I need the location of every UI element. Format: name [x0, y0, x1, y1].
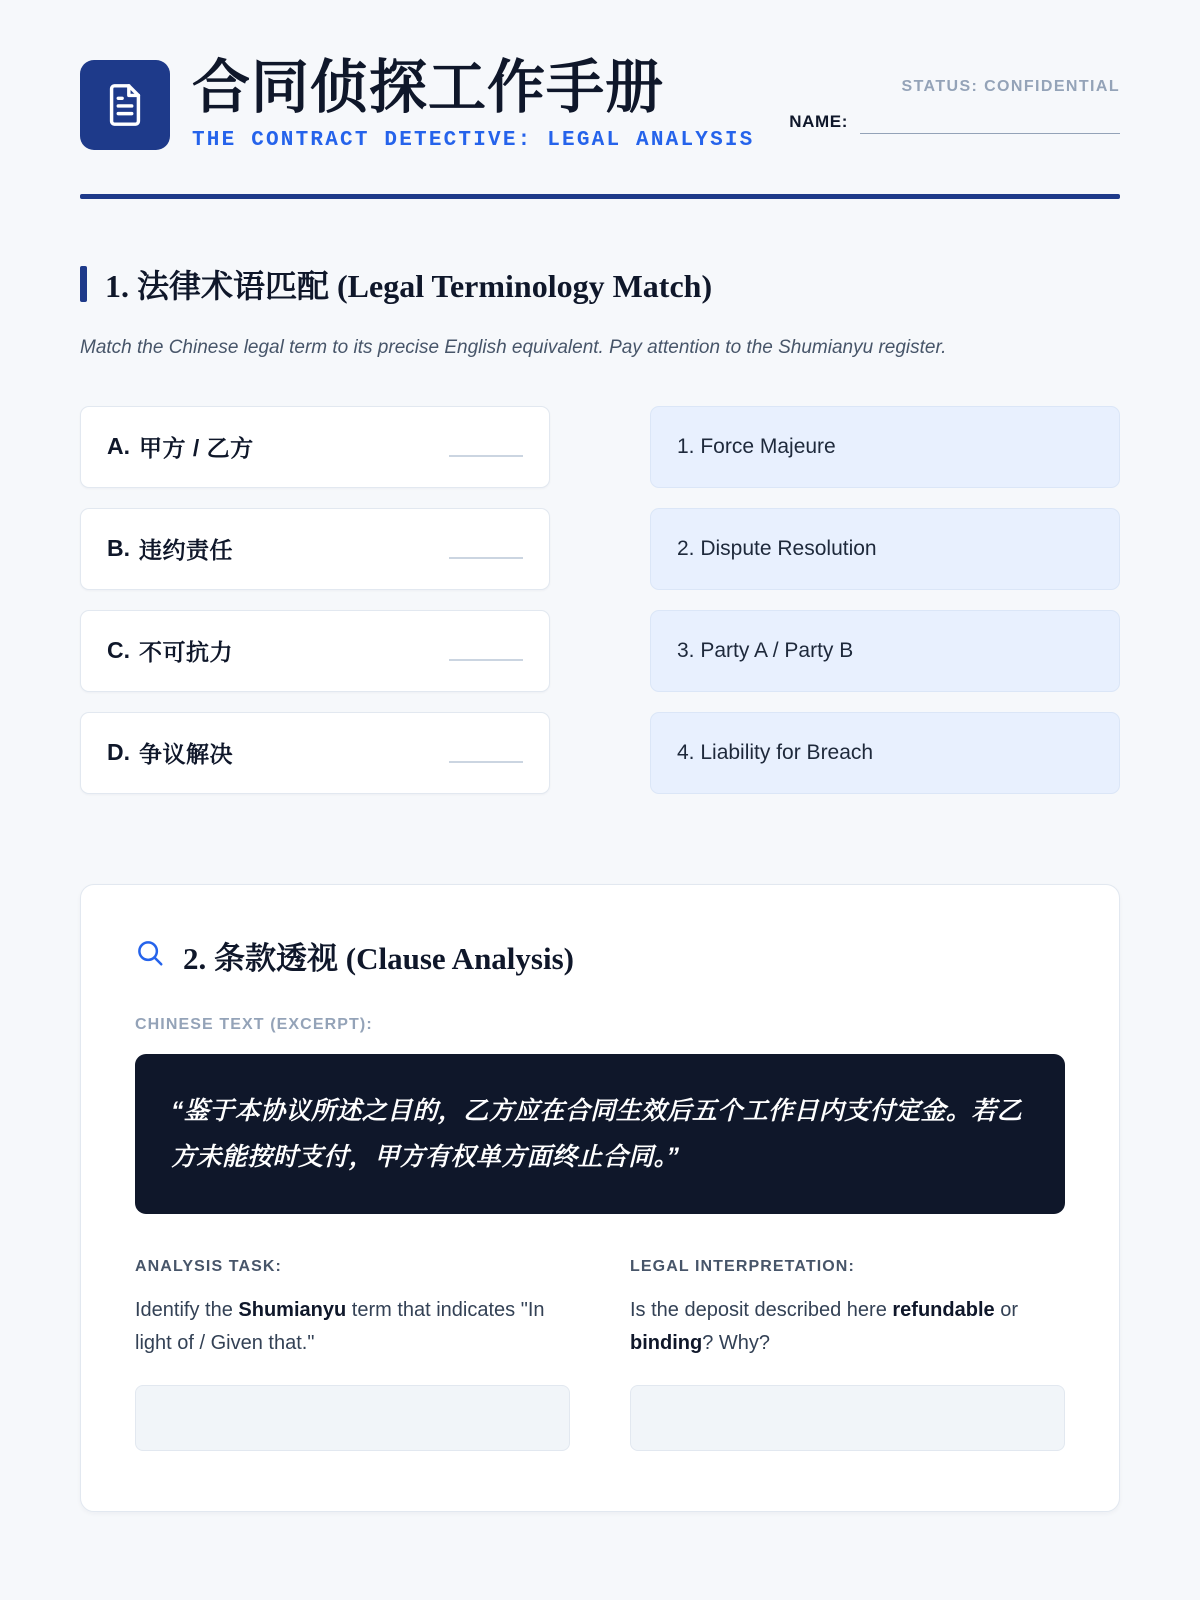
interp-text-part3: ? Why?	[702, 1331, 771, 1354]
interp-term-refundable: refundable	[892, 1299, 995, 1322]
name-label: NAME:	[789, 112, 848, 131]
term-answer-blank[interactable]	[449, 539, 523, 559]
header-meta	[789, 56, 1120, 134]
interp-text-part1: Is the deposit described here	[630, 1299, 893, 1322]
definitions-column	[650, 406, 1120, 814]
legal-interpretation-label: LEGAL INTERPRETATION:	[630, 1258, 855, 1276]
term-letter: D.	[107, 739, 130, 766]
term-text: 甲方 / 乙方	[139, 435, 254, 462]
search-icon	[135, 938, 165, 973]
task-grid	[135, 1258, 1065, 1451]
status-badge: STATUS: CONFIDENTIAL	[901, 78, 1120, 95]
definition-card[interactable]: 4. Liability for Breach	[650, 712, 1120, 794]
definition-card[interactable]: 1. Force Majeure	[650, 406, 1120, 488]
section-terminology-match	[80, 261, 1120, 814]
term-answer-blank[interactable]	[449, 437, 523, 457]
analysis-task-column	[135, 1258, 570, 1451]
document-icon	[80, 60, 170, 150]
term-card[interactable]	[80, 610, 550, 692]
section1-title-en: (Legal Terminology Match)	[337, 267, 713, 304]
term-card[interactable]	[80, 406, 550, 488]
section1-title-cn: 法律术语匹配	[137, 267, 330, 304]
term-text: 违约责任	[139, 537, 233, 564]
section2-title-cn: 条款透视	[214, 940, 338, 976]
match-grid	[80, 406, 1120, 814]
definition-card[interactable]: 2. Dispute Resolution	[650, 508, 1120, 590]
section-clause-analysis	[80, 884, 1120, 1512]
section1-accent-bar	[80, 266, 87, 302]
section2-title-en: (Clause Analysis)	[345, 940, 574, 976]
analysis-task-term: Shumianyu	[238, 1299, 347, 1322]
section1-description: Match the Chinese legal term to its precise English equivalent. Pay attention to the Shumianyu register.	[80, 336, 947, 358]
page-header	[80, 56, 1120, 152]
section1-number: 1.	[105, 267, 129, 304]
section2-heading	[135, 933, 1065, 978]
section1-title	[105, 261, 712, 307]
analysis-task-text-part1: Identify the	[135, 1299, 239, 1322]
term-answer-blank[interactable]	[449, 641, 523, 661]
analysis-task-answer-box[interactable]	[135, 1385, 570, 1451]
excerpt-label: CHINESE TEXT (EXCERPT):	[135, 1015, 373, 1033]
term-text: 不可抗力	[139, 639, 233, 666]
name-input[interactable]	[860, 108, 1120, 134]
term-letter: B.	[107, 535, 130, 562]
page-title: 合同侦探工作手册	[192, 55, 665, 120]
analysis-task-text	[135, 1294, 570, 1359]
legal-interpretation-column	[630, 1258, 1065, 1451]
analysis-task-label: ANALYSIS TASK:	[135, 1258, 282, 1276]
legal-interpretation-answer-box[interactable]	[630, 1385, 1065, 1451]
definition-card[interactable]: 3. Party A / Party B	[650, 610, 1120, 692]
term-letter: A.	[107, 433, 130, 460]
section1-heading	[80, 261, 1120, 307]
brand-block	[80, 56, 754, 152]
term-card[interactable]	[80, 712, 550, 794]
title-block	[192, 56, 754, 152]
header-divider	[80, 194, 1120, 199]
term-text: 争议解决	[139, 741, 233, 768]
term-letter: C.	[107, 637, 130, 664]
legal-interpretation-text	[630, 1294, 1065, 1359]
chinese-excerpt: “鉴于本协议所述之目的，乙方应在合同生效后五个工作日内支付定金。若乙方未能按时支付，甲方有权单方面终止合同。”	[135, 1054, 1065, 1215]
term-card[interactable]	[80, 508, 550, 590]
terms-column	[80, 406, 550, 814]
analysis-task-text-part2: term that indicates "In light of / Given that."	[135, 1299, 545, 1354]
interp-term-binding: binding	[630, 1331, 703, 1354]
interp-text-part2: or	[994, 1299, 1018, 1322]
page-subtitle: THE CONTRACT DETECTIVE: LEGAL ANALYSIS	[192, 128, 755, 152]
name-row	[789, 108, 1120, 134]
term-answer-blank[interactable]	[449, 743, 523, 763]
section2-title	[183, 933, 574, 978]
section2-number: 2.	[183, 940, 207, 976]
